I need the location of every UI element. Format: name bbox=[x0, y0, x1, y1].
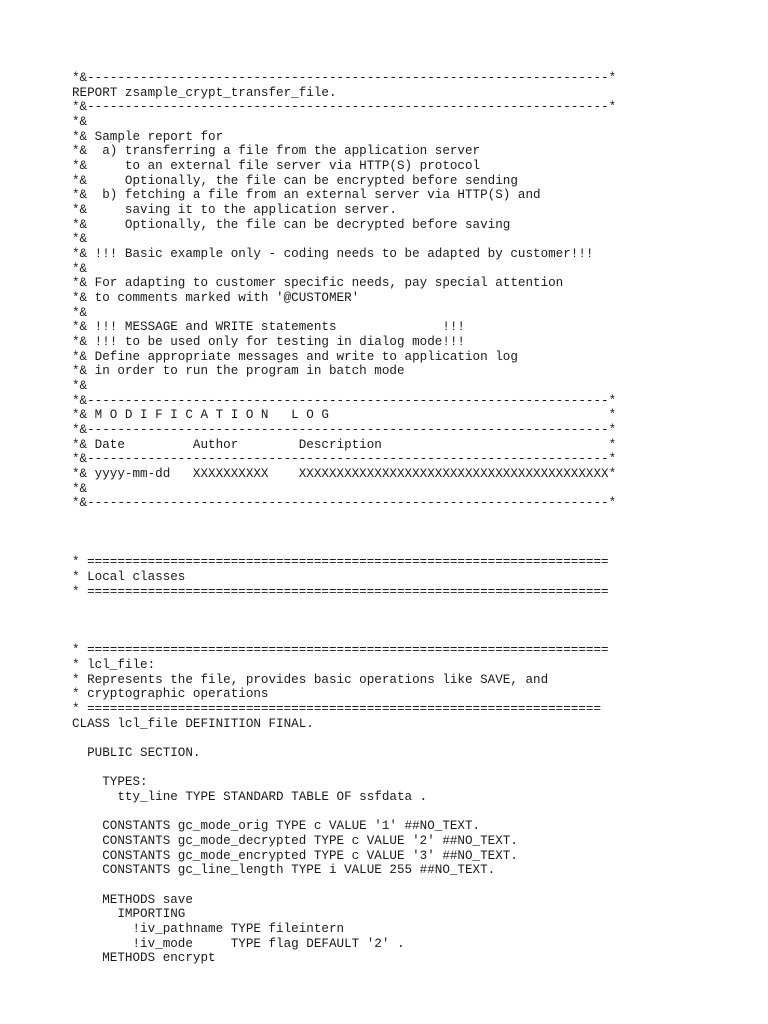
code-line bbox=[72, 878, 762, 893]
code-line: *& bbox=[72, 261, 88, 276]
code-line bbox=[72, 731, 762, 746]
code-line: * ==================================================================== bbox=[72, 701, 602, 716]
code-line: tty_line TYPE STANDARD TABLE OF ssfdata . bbox=[72, 789, 428, 804]
code-line: *& bbox=[72, 481, 88, 496]
code-line: *&---------------------------------------------------------------------* bbox=[72, 393, 617, 408]
code-line bbox=[72, 541, 762, 556]
code-line: *&---------------------------------------------------------------------* bbox=[72, 71, 617, 85]
code-line: *& Date Author Description * bbox=[72, 437, 617, 452]
code-line bbox=[72, 805, 762, 820]
code-line bbox=[72, 599, 762, 614]
code-line: *& !!! to be used only for testing in dialog mode!!! bbox=[72, 335, 465, 350]
code-line: REPORT zsample_crypt_transfer_file. bbox=[72, 85, 337, 100]
code-line: *& Define appropriate messages and write to application log bbox=[72, 349, 518, 364]
code-line: !iv_pathname TYPE fileintern bbox=[72, 921, 345, 936]
code-line: *&---------------------------------------------------------------------* bbox=[72, 452, 617, 467]
code-line: *& yyyy-mm-dd XXXXXXXXXX XXXXXXXXXXXXXXXXXXXXXXXXXXXXXXXXXXXXXXXXX* bbox=[72, 467, 617, 482]
code-line: *&---------------------------------------------------------------------* bbox=[72, 100, 617, 115]
code-line bbox=[72, 629, 762, 644]
code-line: * lcl_file: bbox=[72, 657, 156, 672]
code-line bbox=[72, 511, 762, 526]
code-line: *& Sample report for bbox=[72, 129, 224, 144]
code-line: CONSTANTS gc_mode_encrypted TYPE c VALUE '3' ##NO_TEXT. bbox=[72, 848, 518, 863]
code-line: * ===================================================================== bbox=[72, 643, 609, 658]
code-line: * Represents the file, provides basic operations like SAVE, and bbox=[72, 672, 549, 687]
code-line: *&---------------------------------------------------------------------* bbox=[72, 496, 617, 511]
code-line: *& Optionally, the file can be decrypted before saving bbox=[72, 217, 511, 232]
code-line: *& Optionally, the file can be encrypted before sending bbox=[72, 173, 518, 188]
code-line: *& M O D I F I C A T I O N L O G * bbox=[72, 408, 617, 423]
code-line: *& in order to run the program in batch mode bbox=[72, 364, 405, 379]
code-line: * Local classes bbox=[72, 569, 186, 584]
code-line: *& bbox=[72, 379, 88, 394]
code-line: *& bbox=[72, 115, 88, 130]
code-line: *& For adapting to customer specific needs, pay special attention bbox=[72, 276, 564, 291]
code-line: METHODS encrypt bbox=[72, 951, 216, 966]
code-line: CLASS lcl_file DEFINITION FINAL. bbox=[72, 716, 314, 731]
code-line: CONSTANTS gc_mode_orig TYPE c VALUE '1' ##NO_TEXT. bbox=[72, 819, 481, 834]
code-line: *& !!! Basic example only - coding needs to be adapted by customer!!! bbox=[72, 247, 594, 262]
code-line bbox=[72, 526, 762, 541]
code-line: *& to an external file server via HTTP(S) protocol bbox=[72, 159, 481, 174]
code-line: *& to comments marked with '@CUSTOMER' bbox=[72, 291, 360, 306]
code-line: CONSTANTS gc_line_length TYPE i VALUE 255 ##NO_TEXT. bbox=[72, 863, 496, 878]
code-line: * ===================================================================== bbox=[72, 584, 609, 599]
code-line: METHODS save bbox=[72, 892, 193, 907]
code-line: *& a) transferring a file from the application server bbox=[72, 144, 481, 159]
document-page bbox=[72, 71, 762, 966]
code-line: TYPES: bbox=[72, 775, 148, 790]
code-line: *& saving it to the application server. bbox=[72, 203, 397, 218]
code-line: *&---------------------------------------------------------------------* bbox=[72, 423, 617, 438]
code-line bbox=[72, 761, 762, 776]
code-line: *& !!! MESSAGE and WRITE statements !!! bbox=[72, 320, 465, 335]
code-line: *& bbox=[72, 232, 88, 247]
code-line: * ===================================================================== bbox=[72, 555, 609, 570]
code-line bbox=[72, 614, 762, 629]
code-line: *& b) fetching a file from an external server via HTTP(S) and bbox=[72, 188, 541, 203]
code-line: IMPORTING bbox=[72, 907, 186, 922]
code-line: PUBLIC SECTION. bbox=[72, 745, 201, 760]
code-line: CONSTANTS gc_mode_decrypted TYPE c VALUE '2' ##NO_TEXT. bbox=[72, 833, 518, 848]
code-line: * cryptographic operations bbox=[72, 687, 269, 702]
code-line: !iv_mode TYPE flag DEFAULT '2' . bbox=[72, 936, 405, 951]
code-line: *& bbox=[72, 305, 88, 320]
source-code-listing bbox=[72, 71, 762, 966]
